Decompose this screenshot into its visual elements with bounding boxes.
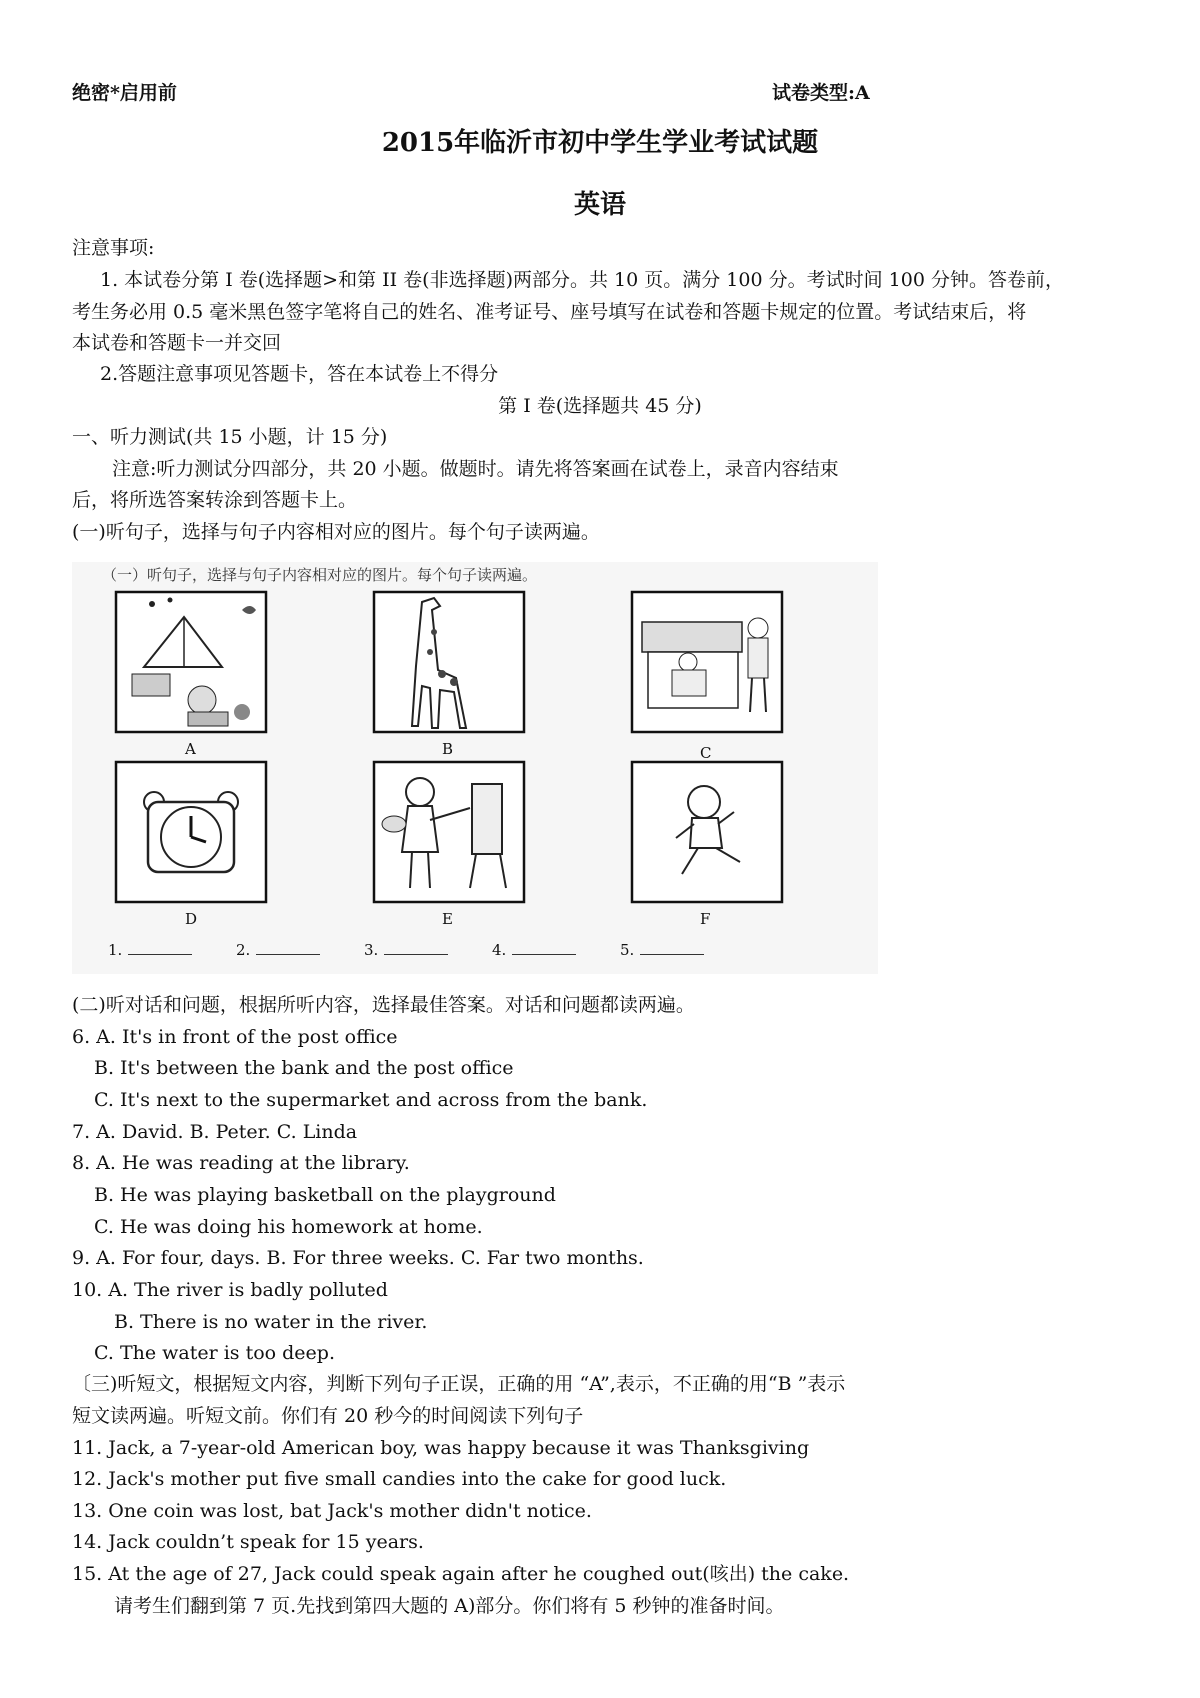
- section1-note-line2: 后，将所选答案转涂到答题卡上。: [72, 489, 358, 511]
- question-10a: 10. A. The river is badly polluted: [72, 1279, 388, 1301]
- question-6a: 6. A. It's in front of the post office: [72, 1026, 398, 1048]
- answer-line: [384, 940, 448, 955]
- picture-a-tent-scene: [116, 592, 266, 732]
- answer-blank-number: 3.: [364, 941, 379, 959]
- part-b-title: (二)听对话和问题，根据所听内容，选择最佳答案。对话和问题都读两遍。: [72, 994, 695, 1016]
- question-13: 13. One coin was lost, bat Jack's mother didn't notice.: [72, 1500, 592, 1522]
- figure-caption: （一）听句子，选择与句子内容相对应的图片。每个句子读两遍。: [102, 566, 538, 584]
- answer-blank-1: [108, 940, 192, 959]
- answer-line: [128, 940, 192, 955]
- question-7: 7. A. David. B. Peter. C. Linda: [72, 1121, 358, 1143]
- question-6c: C. It's next to the supermarket and across from the bank.: [94, 1089, 648, 1111]
- question-8c: C. He was doing his homework at home.: [94, 1216, 483, 1238]
- page-title: 2015年临沂市初中学生学业考试试题: [381, 128, 819, 158]
- picture-label-b: B: [442, 740, 454, 758]
- picture-f-running-boy: [632, 762, 782, 902]
- part-a-title: (一)听句子，选择与句子内容相对应的图片。每个句子读两遍。: [72, 521, 600, 543]
- picture-label-c: C: [700, 744, 712, 762]
- picture-label-e: E: [442, 910, 453, 928]
- picture-label-d: D: [185, 910, 198, 928]
- part-c-title-line2: 短文读两遍。听短文前。你们有 20 秒今的时间阅读下列句子: [72, 1405, 584, 1427]
- answer-line: [256, 940, 320, 955]
- question-10b: B. There is no water in the river.: [114, 1311, 428, 1333]
- part-c-title-line1: 〔三)听短文，根据短文内容，判断下列句子正误，正确的用 “A”,表示，不正确的用“B ”表示: [72, 1373, 846, 1395]
- picture-b-giraffe: [374, 592, 524, 732]
- question-10c: C. The water is too deep.: [94, 1342, 335, 1364]
- notice-item1-line3: 本试卷和答题卡一并交回: [72, 332, 282, 354]
- subject-title: 英语: [573, 190, 626, 220]
- question-8a: 8. A. He was reading at the library.: [72, 1152, 410, 1174]
- final-instruction: 请考生们翻到第 7 页.先找到第四大题的 A)部分。你们将有 5 秒钟的准备时间。: [114, 1595, 785, 1617]
- picture-e-girl-painting: [374, 762, 524, 902]
- answer-blank-2: [236, 940, 320, 959]
- notice-item2: 2.答题注意事项见答题卡，答在本试卷上不得分: [100, 363, 499, 385]
- notice-heading: 注意事项:: [72, 237, 155, 259]
- picture-label-a: A: [185, 740, 196, 758]
- answer-blank-number: 1.: [108, 941, 123, 959]
- answer-line: [640, 940, 704, 955]
- notice-item1-line1: 1. 本试卷分第 I 卷(选择题>和第 II 卷(非选择题)两部分。共 10 页。满分 100 分。考试时间 100 分钟。答卷前，: [100, 269, 1064, 291]
- question-8b: B. He was playing basketball on the playground: [94, 1184, 556, 1206]
- question-6b: B. It's between the bank and the post office: [94, 1057, 514, 1079]
- picture-d-alarm-clock: [116, 762, 266, 902]
- answer-blank-number: 5.: [620, 941, 635, 959]
- question-12: 12. Jack's mother put five small candies into the cake for good luck.: [72, 1468, 727, 1490]
- section1-title: 一、听力测试(共 15 小题，计 15 分): [72, 426, 388, 448]
- question-15: 15. At the age of 27, Jack could speak again after he coughed out(咳出) the cake.: [72, 1563, 850, 1585]
- question-11: 11. Jack, a 7-year-old American boy, was happy because it was Thanksgiving: [72, 1437, 810, 1459]
- part1-title: 第 I 卷(选择题共 45 分): [498, 395, 702, 417]
- answer-blank-5: [620, 940, 704, 959]
- answer-blank-number: 4.: [492, 941, 507, 959]
- picture-label-f: F: [700, 910, 711, 928]
- confidential-label: 绝密*启用前: [72, 82, 177, 104]
- answer-blank-4: [492, 940, 576, 959]
- question-9: 9. A. For four, days. B. For three weeks. C. Far two months.: [72, 1247, 644, 1269]
- paper-type-label: 试卷类型:A: [772, 82, 870, 104]
- answer-blank-3: [364, 940, 448, 959]
- notice-item1-line2: 考生务必用 0.5 毫米黑色签字笔将自己的姓名、准考证号、座号填写在试卷和答题卡规定的位置。考试结束后，将: [72, 301, 1027, 323]
- listening-picture-figure: [72, 562, 878, 974]
- answer-line: [512, 940, 576, 955]
- answer-blank-number: 2.: [236, 941, 251, 959]
- picture-c-bedroom: [632, 592, 782, 732]
- section1-note-line1: 注意:听力测试分四部分，共 20 小题。做题时。请先将答案画在试卷上，录音内容结束: [112, 458, 839, 480]
- question-14: 14. Jack couldn’t speak for 15 years.: [72, 1531, 424, 1553]
